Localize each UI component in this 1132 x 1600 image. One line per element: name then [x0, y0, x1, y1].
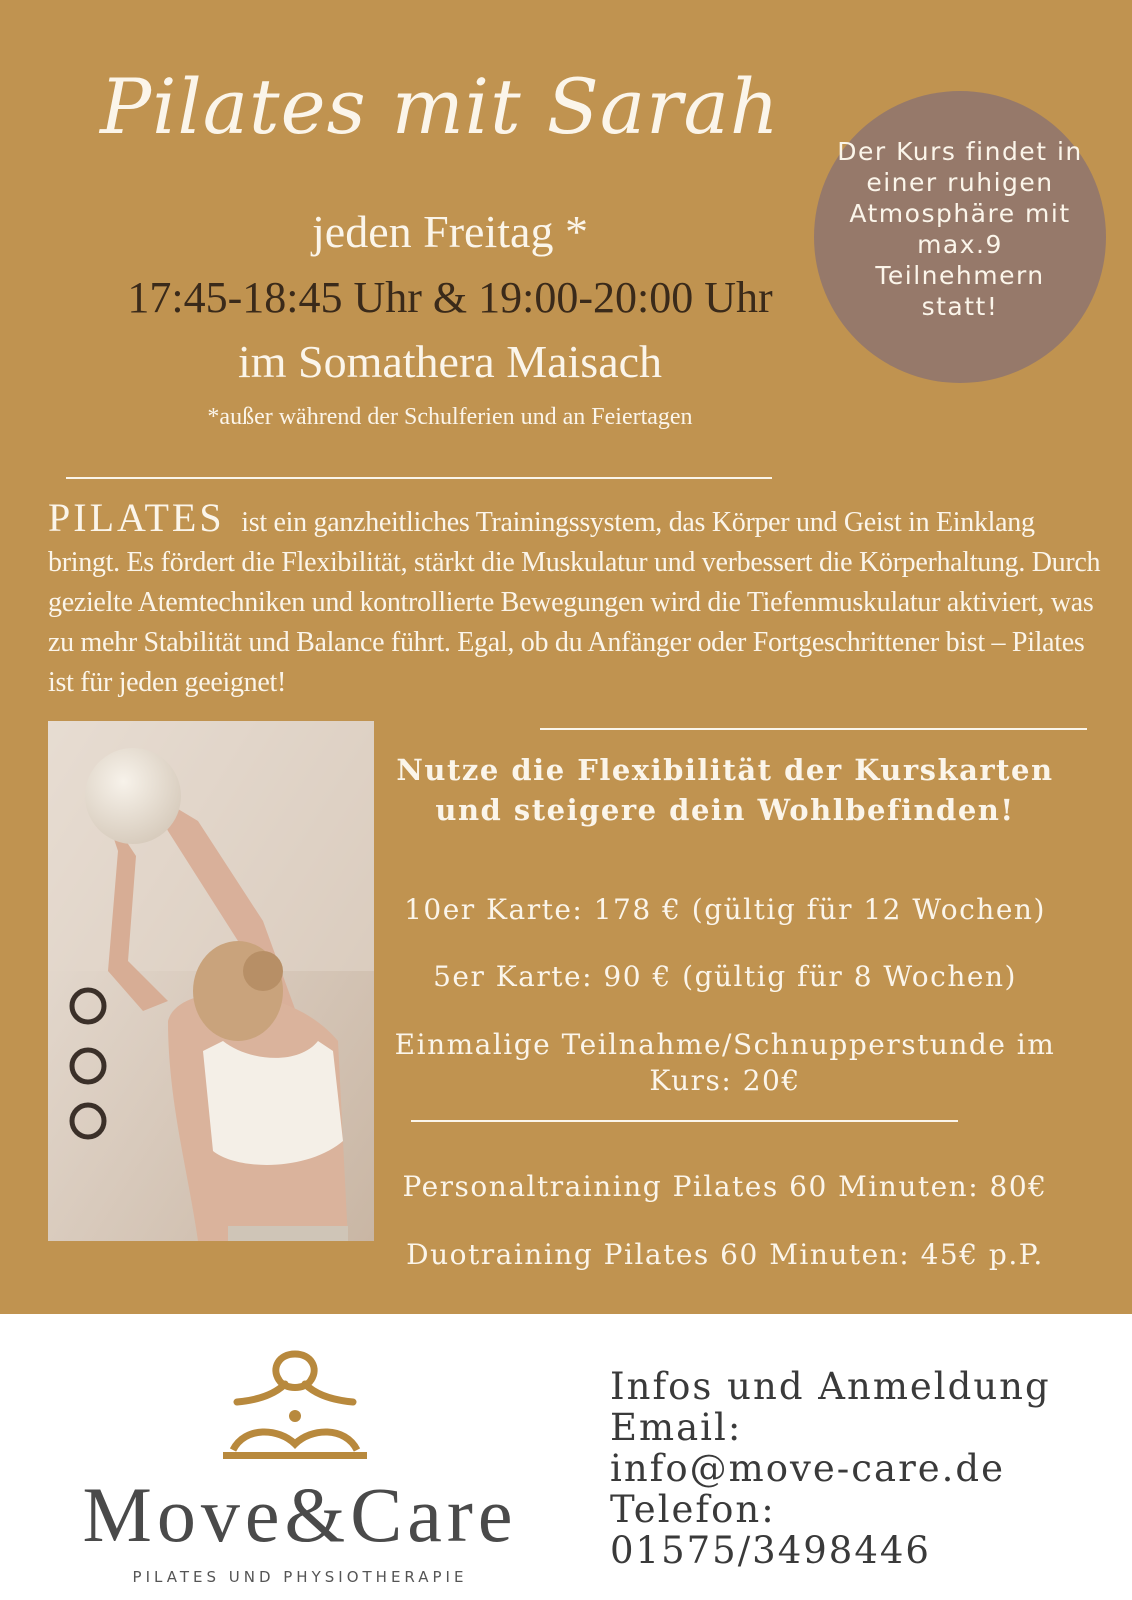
schedule-place: im Somathera Maisach — [237, 336, 663, 387]
price-personal-training: Personaltraining Pilates 60 Minuten: 80€ — [402, 1170, 1048, 1203]
price-5er-card: 5er Karte: 90 € (gültig für 8 Wochen) — [433, 960, 1017, 993]
brand-name: Move&Care — [82, 1471, 518, 1558]
price-single-line-1: Einmalige Teilnahme/Schnupperstunde im — [394, 1028, 1056, 1061]
phone-label: Telefon: — [610, 1488, 776, 1531]
email-value[interactable]: info@move-care.de — [610, 1447, 1006, 1490]
pilates-photo — [48, 721, 374, 1241]
email-label: Email: — [610, 1406, 743, 1449]
price-duo-training: Duotraining Pilates 60 Minuten: 45€ p.P. — [406, 1238, 1044, 1271]
price-10er-card: 10er Karte: 178 € (gültig für 12 Wochen) — [404, 893, 1046, 926]
cards-headline-line-2: und steigere dein Wohlbefinden! — [435, 793, 1015, 827]
brand-tagline: PILATES UND PHYSIOTHERAPIE — [132, 1568, 468, 1586]
contact-title: Infos und Anmeldung — [610, 1365, 1051, 1408]
intro-lead: PILATES — [48, 495, 225, 540]
schedule-note: *außer während der Schulferien und an Feiertagen — [207, 404, 693, 430]
cards-headline-line-1: Nutze die Flexibilität der Kurskarten — [396, 753, 1054, 787]
price-single-line-2: Kurs: 20€ — [649, 1064, 801, 1097]
divider-top — [66, 477, 772, 479]
schedule-day: jeden Freitag * — [312, 206, 588, 257]
woman-holding-pilates-ball-photo — [48, 721, 374, 1241]
cards-headline — [380, 750, 1070, 830]
script-title: Pilates mit Sarah — [100, 62, 780, 151]
intro-text: ist ein ganzheitliches Trainingssystem, das Körper und Geist in Einklang bringt. Es fördert die Flexibilität, stärkt die Muskulatur und verbessert die Körperhaltung. Durch gezielte Atemtechniken und kontrollierte Bewegungen wird die Tiefenmuskulatur aktiviert, was zu mehr Stabilität und Balance führt. Egal, ob du Anfänger oder Fortgeschrittener bist – Pilates ist für jeden geeignet! — [48, 507, 1101, 698]
info-circle-text: Der Kurs findet in einer ruhigen Atmosphäre mit max.9 Teilnehmern statt! — [837, 137, 1083, 321]
divider-middle — [540, 728, 1087, 730]
info-circle — [814, 91, 1106, 383]
meditating-figure-logo-icon — [215, 1348, 375, 1463]
phone-value[interactable]: 01575/3498446 — [610, 1529, 931, 1572]
schedule-times: 17:45-18:45 Uhr & 19:00-20:00 Uhr — [127, 273, 773, 322]
divider-lower — [411, 1120, 958, 1122]
contact-block — [610, 1366, 1110, 1571]
price-single-session — [380, 1027, 1070, 1099]
intro-paragraph — [48, 495, 1108, 703]
